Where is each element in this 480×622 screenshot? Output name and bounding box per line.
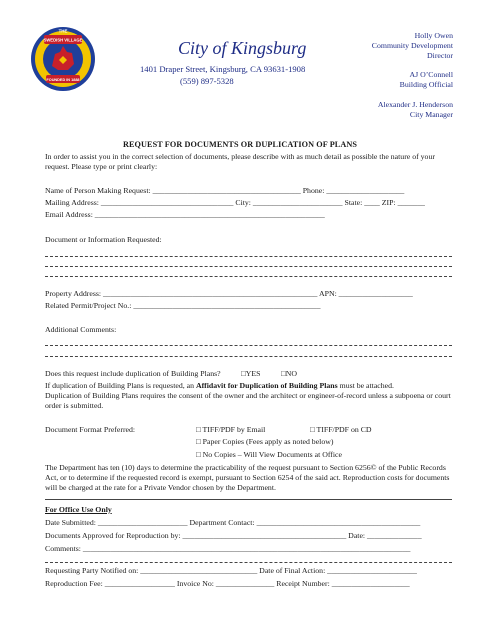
city-address: 1401 Draper Street, Kingsburg, CA 93631-1908 bbox=[140, 64, 306, 74]
duplication-question: Does this request include duplication of Building Plans? bbox=[45, 369, 221, 378]
consent-note: Duplication of Building Plans requires the consent of the owner and the architect or engineer-of-record unless a subpoena or court order is submitted. bbox=[45, 391, 451, 410]
party-notified-line[interactable]: Requesting Party Notified on: ______________________________ Date of Final Action: _______________________ bbox=[45, 566, 417, 575]
staff-title: City Manager bbox=[409, 110, 453, 119]
format-option-cd[interactable]: □ TIFF/PDF on CD bbox=[310, 425, 372, 434]
section-divider bbox=[45, 499, 452, 500]
duplication-yes-checkbox[interactable]: □YES bbox=[241, 369, 261, 378]
reproduction-fee-line[interactable]: Reproduction Fee: __________________ Invoice No: _______________ Receipt Number: ____________________ bbox=[45, 579, 410, 588]
staff-title: Community Development bbox=[371, 41, 453, 50]
requester-name-line[interactable]: Name of Person Making Request: ______________________________________ Phone: ____________________ bbox=[45, 186, 405, 195]
document-requested-line[interactable] bbox=[45, 276, 452, 277]
staff-community-development bbox=[372, 31, 453, 61]
additional-comments-line[interactable] bbox=[45, 345, 452, 346]
affidavit-note-post: must be attached. bbox=[337, 381, 394, 390]
city-seal-logo bbox=[30, 26, 96, 92]
additional-comments-line[interactable] bbox=[45, 356, 452, 357]
city-phone: (559) 897-5328 bbox=[180, 76, 234, 86]
affidavit-note bbox=[45, 381, 460, 391]
affidavit-note-pre: If duplication of Building Plans is requested, an bbox=[45, 381, 196, 390]
seal-bottom-text: FOUNDED IN 1888 bbox=[46, 78, 80, 82]
staff-title: Director bbox=[427, 51, 453, 60]
format-option-view[interactable]: □ No Copies – Will View Documents at Office bbox=[196, 450, 342, 459]
office-use-heading: For Office Use Only bbox=[45, 505, 112, 514]
date-submitted-line[interactable]: Date Submitted: _______________________ Department Contact: __________________________________________ bbox=[45, 518, 421, 527]
email-address-line[interactable]: Email Address: ___________________________________________________________ bbox=[45, 210, 325, 219]
property-address-line[interactable]: Property Address: _______________________________________________________ APN: ___________________ bbox=[45, 289, 413, 298]
seal-ring-text: SWEDISH VILLAGE bbox=[43, 37, 83, 43]
office-comments-line[interactable]: Comments: ____________________________________________________________________________________ bbox=[45, 544, 411, 553]
form-intro: In order to assist you in the correct selection of documents, please describe with as much detail as possible the nature of your request. Please type or print clearly: bbox=[45, 152, 435, 171]
related-permit-line[interactable]: Related Permit/Project No.: ________________________________________________ bbox=[45, 301, 321, 310]
document-requested-line[interactable] bbox=[45, 266, 452, 267]
legal-notice: The Department has ten (10) days to determine the practicability of the request pursuant to Section 6256© of the Public Records Act, or to determine if the requested record is exempt, pursuant to Section 6254 of the said act. Reproduction costs for documents will be charged at the rate for a Private Vendor chosen by the Department. bbox=[45, 463, 450, 492]
office-comments-extra-line[interactable] bbox=[45, 562, 452, 563]
staff-title: Building Official bbox=[399, 80, 453, 89]
format-option-paper[interactable]: □ Paper Copies (Fees apply as noted below) bbox=[196, 437, 334, 446]
staff-city-manager bbox=[378, 100, 453, 120]
affidavit-link[interactable]: Affidavit for Duplication of Building Plans bbox=[195, 381, 338, 390]
document-requested-line[interactable] bbox=[45, 256, 452, 257]
document-format-label: Document Format Preferred: bbox=[45, 425, 136, 434]
staff-name: Holly Owen bbox=[414, 31, 453, 40]
staff-name: AJ O’Connell bbox=[409, 70, 453, 79]
document-requested-label: Document or Information Requested: bbox=[45, 235, 162, 244]
city-name: City of Kingsburg bbox=[178, 38, 307, 58]
staff-name: Alexander J. Henderson bbox=[377, 100, 453, 109]
staff-building-official bbox=[400, 70, 453, 90]
approved-by-line[interactable]: Documents Approved for Reproduction by: __________________________________________ Date: ______________ bbox=[45, 531, 422, 540]
form-title: REQUEST FOR DOCUMENTS OR DUPLICATION OF PLANS bbox=[122, 140, 358, 149]
duplication-no-checkbox[interactable]: □NO bbox=[281, 369, 297, 378]
additional-comments-label: Additional Comments: bbox=[45, 325, 117, 334]
format-option-email[interactable]: □ TIFF/PDF by Email bbox=[196, 425, 266, 434]
seal-top-text: THE bbox=[58, 28, 68, 34]
mailing-address-line[interactable]: Mailing Address: __________________________________ City: _______________________ State: ____ ZIP: _______ bbox=[45, 198, 425, 207]
